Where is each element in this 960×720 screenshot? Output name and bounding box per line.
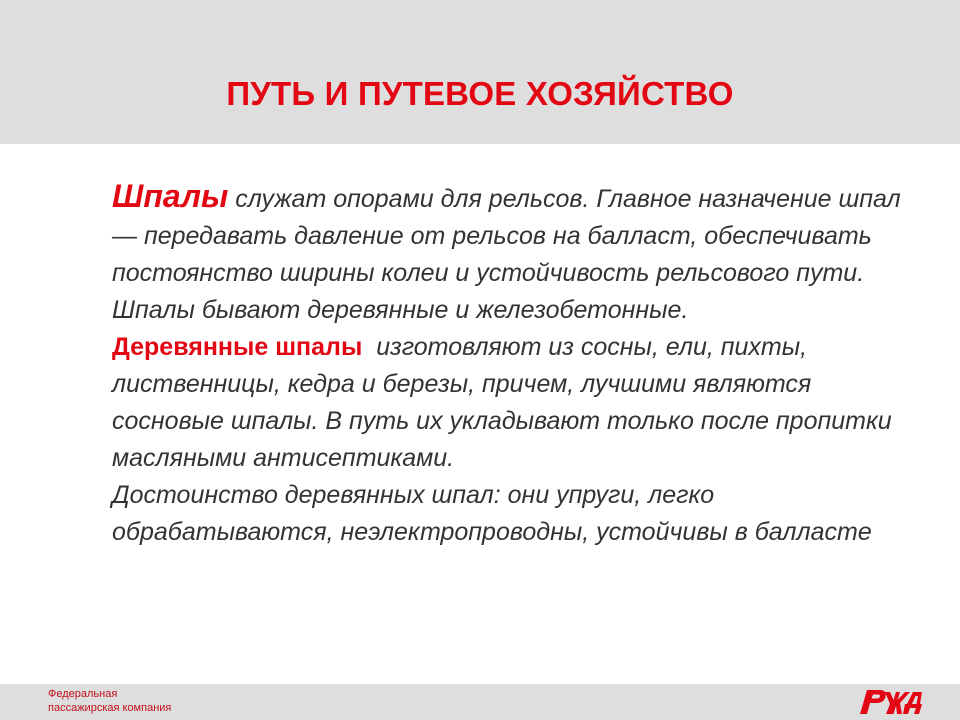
- paragraph-wooden-sleepers: [112, 329, 912, 477]
- rzd-logo-icon: [856, 686, 922, 716]
- slide-title: ПУТЬ И ПУТЕВОЕ ХОЗЯЙСТВО: [226, 75, 734, 112]
- footer-band: [0, 684, 960, 720]
- sleepers-purpose-text: служат опорами для рельсов. Главное назначение шпал — передавать давление от рельсов на балласт, обеспечивать постоянство ширины колеи и устойчивость рельсового пути.: [112, 185, 901, 287]
- paragraph-sleepers-purpose: [112, 178, 912, 292]
- wooden-sleepers-text: изготовляют из сосны, ели, пихты, лиственницы, кедра и березы, причем, лучшими являются сосновые шпалы. В путь их укладывают только после пропитки масляными антисептиками.: [112, 333, 899, 472]
- company-name: [48, 687, 171, 715]
- company-name-line1: Федеральная: [48, 688, 118, 700]
- term-wooden-sleepers: Деревянные шпалы: [112, 333, 363, 361]
- header-band: [0, 0, 960, 144]
- slide-body: [112, 178, 912, 551]
- paragraph-advantages: Достоинство деревянных шпал: они упруги, легко обрабатываются, неэлектропроводны, устойчивы в балласте: [112, 481, 872, 546]
- term-sleepers: Шпалы: [112, 178, 229, 214]
- paragraph-sleeper-types: Шпалы бывают деревянные и железобетонные.: [112, 296, 689, 324]
- company-name-line2: пассажирская компания: [48, 702, 172, 714]
